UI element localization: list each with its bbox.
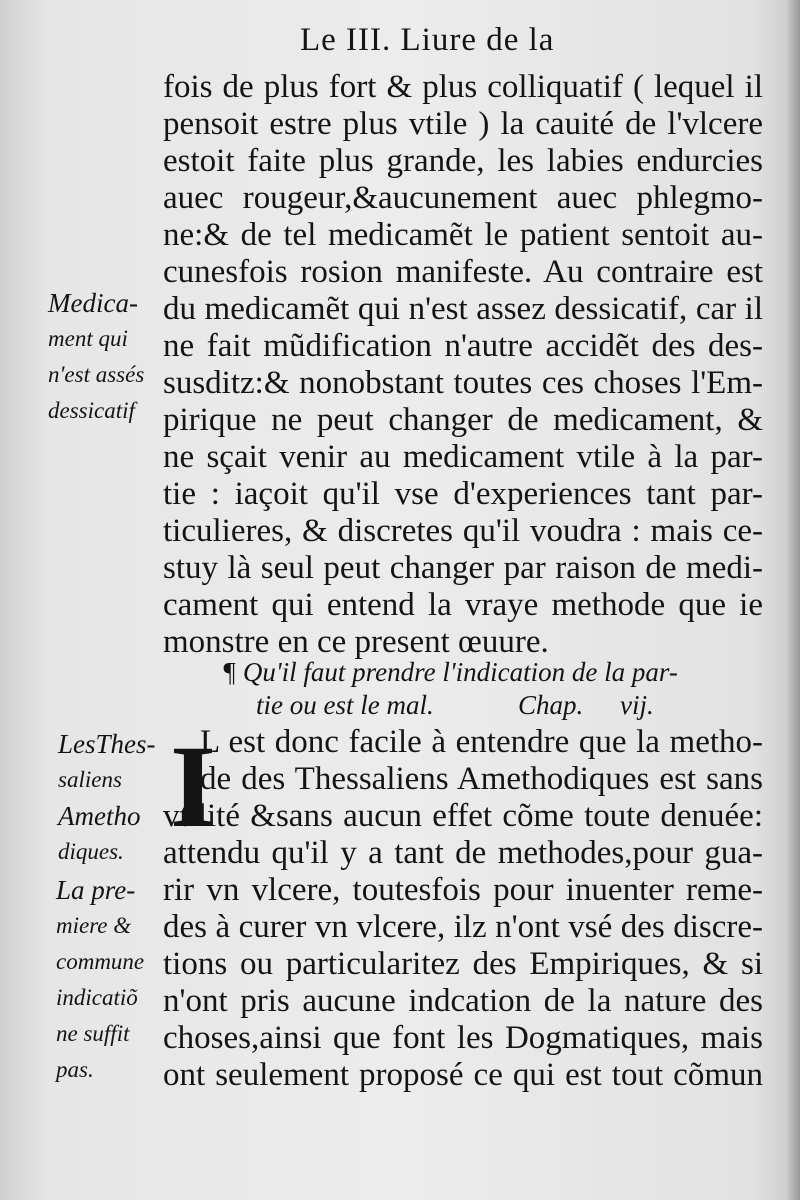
text-line: auec rougeur,&aucunement auec phlegmo- xyxy=(163,180,763,216)
text-line: cament qui entend la vraye methode que ie xyxy=(163,587,763,623)
text-line: vtilité &sans aucun effet cõme toute denuée: xyxy=(163,798,763,834)
text-line: stuy là seul peut changer par raison de medi- xyxy=(163,550,763,586)
text-line: ont seulement proposé ce qui est tout cõmun xyxy=(163,1057,763,1093)
text-line: estoit faite plus grande, les labies endurcies xyxy=(163,143,763,179)
text-line: fois de plus fort & plus colliquatif ( lequel il xyxy=(163,69,763,105)
text-line: des à curer vn vlcere, ilz n'ont vsé des discre- xyxy=(163,909,763,945)
text-line: tions ou particularitez des Empiriques, & si xyxy=(163,946,763,982)
text-line: de des Thessaliens Amethodiques est sans xyxy=(200,761,763,797)
text-line: pensoit estre plus vtile ) la cauité de l'vlcere xyxy=(163,106,763,142)
chapter-number: vij. xyxy=(620,690,654,720)
text-line: monstre en ce present œuure. xyxy=(163,624,549,660)
drop-cap-initial: I xyxy=(170,721,216,852)
margin-note-medicament: Medica- ment qui n'est assés dessicatif xyxy=(48,288,145,423)
text-line: ticulieres, & discretes qu'il voudra : mais ce- xyxy=(163,513,763,549)
running-header: Le III. Liure de la xyxy=(300,22,555,58)
text-line: n'ont pris aucune indcation de la nature des xyxy=(163,983,763,1019)
text-line: du medicamẽt qui n'est assez dessicatif, car il xyxy=(163,291,763,327)
margin-note-thessaliens: LesThes- saliens Ametho diques. xyxy=(58,729,156,864)
text-line: ne sçait venir au medicament vtile à la par- xyxy=(163,439,763,475)
margin-note-indication: La pre- miere & commune indicatiõ ne suffit pas. xyxy=(56,875,145,1082)
text-line: cunesfois rosion manifeste. Au contraire est xyxy=(163,254,763,290)
text-line: choses,ainsi que font les Dogmatiques, mais xyxy=(163,1020,763,1056)
chapter-title-line-1: Qu'il faut prendre l'indication de la par- xyxy=(242,657,678,687)
chapter-title-line-2: tie ou est le mal. xyxy=(256,690,434,720)
text-line: tie : iaçoit qu'il vse d'experiences tant par- xyxy=(163,476,763,512)
text-line: susditz:& nonobstant toutes ces choses l'Em- xyxy=(163,365,763,401)
text-line: ne fait mũdification n'autre accidẽt des des- xyxy=(163,328,763,364)
page-edge-shadow xyxy=(786,0,800,1200)
chapter-label: Chap. xyxy=(518,690,584,720)
text-line: ne:& de tel medicamẽt le patient sentoit au- xyxy=(163,217,763,253)
text-line: L est donc facile à entendre que la metho- xyxy=(200,724,763,760)
text-line: pirique ne peut changer de medicament, & xyxy=(163,402,763,438)
paragraph-mark-icon: ¶ xyxy=(222,657,237,687)
text-line: rir vn vlcere, toutesfois pour inuenter reme- xyxy=(163,872,763,908)
text-line: attendu qu'il y a tant de methodes,pour gua- xyxy=(163,835,763,871)
